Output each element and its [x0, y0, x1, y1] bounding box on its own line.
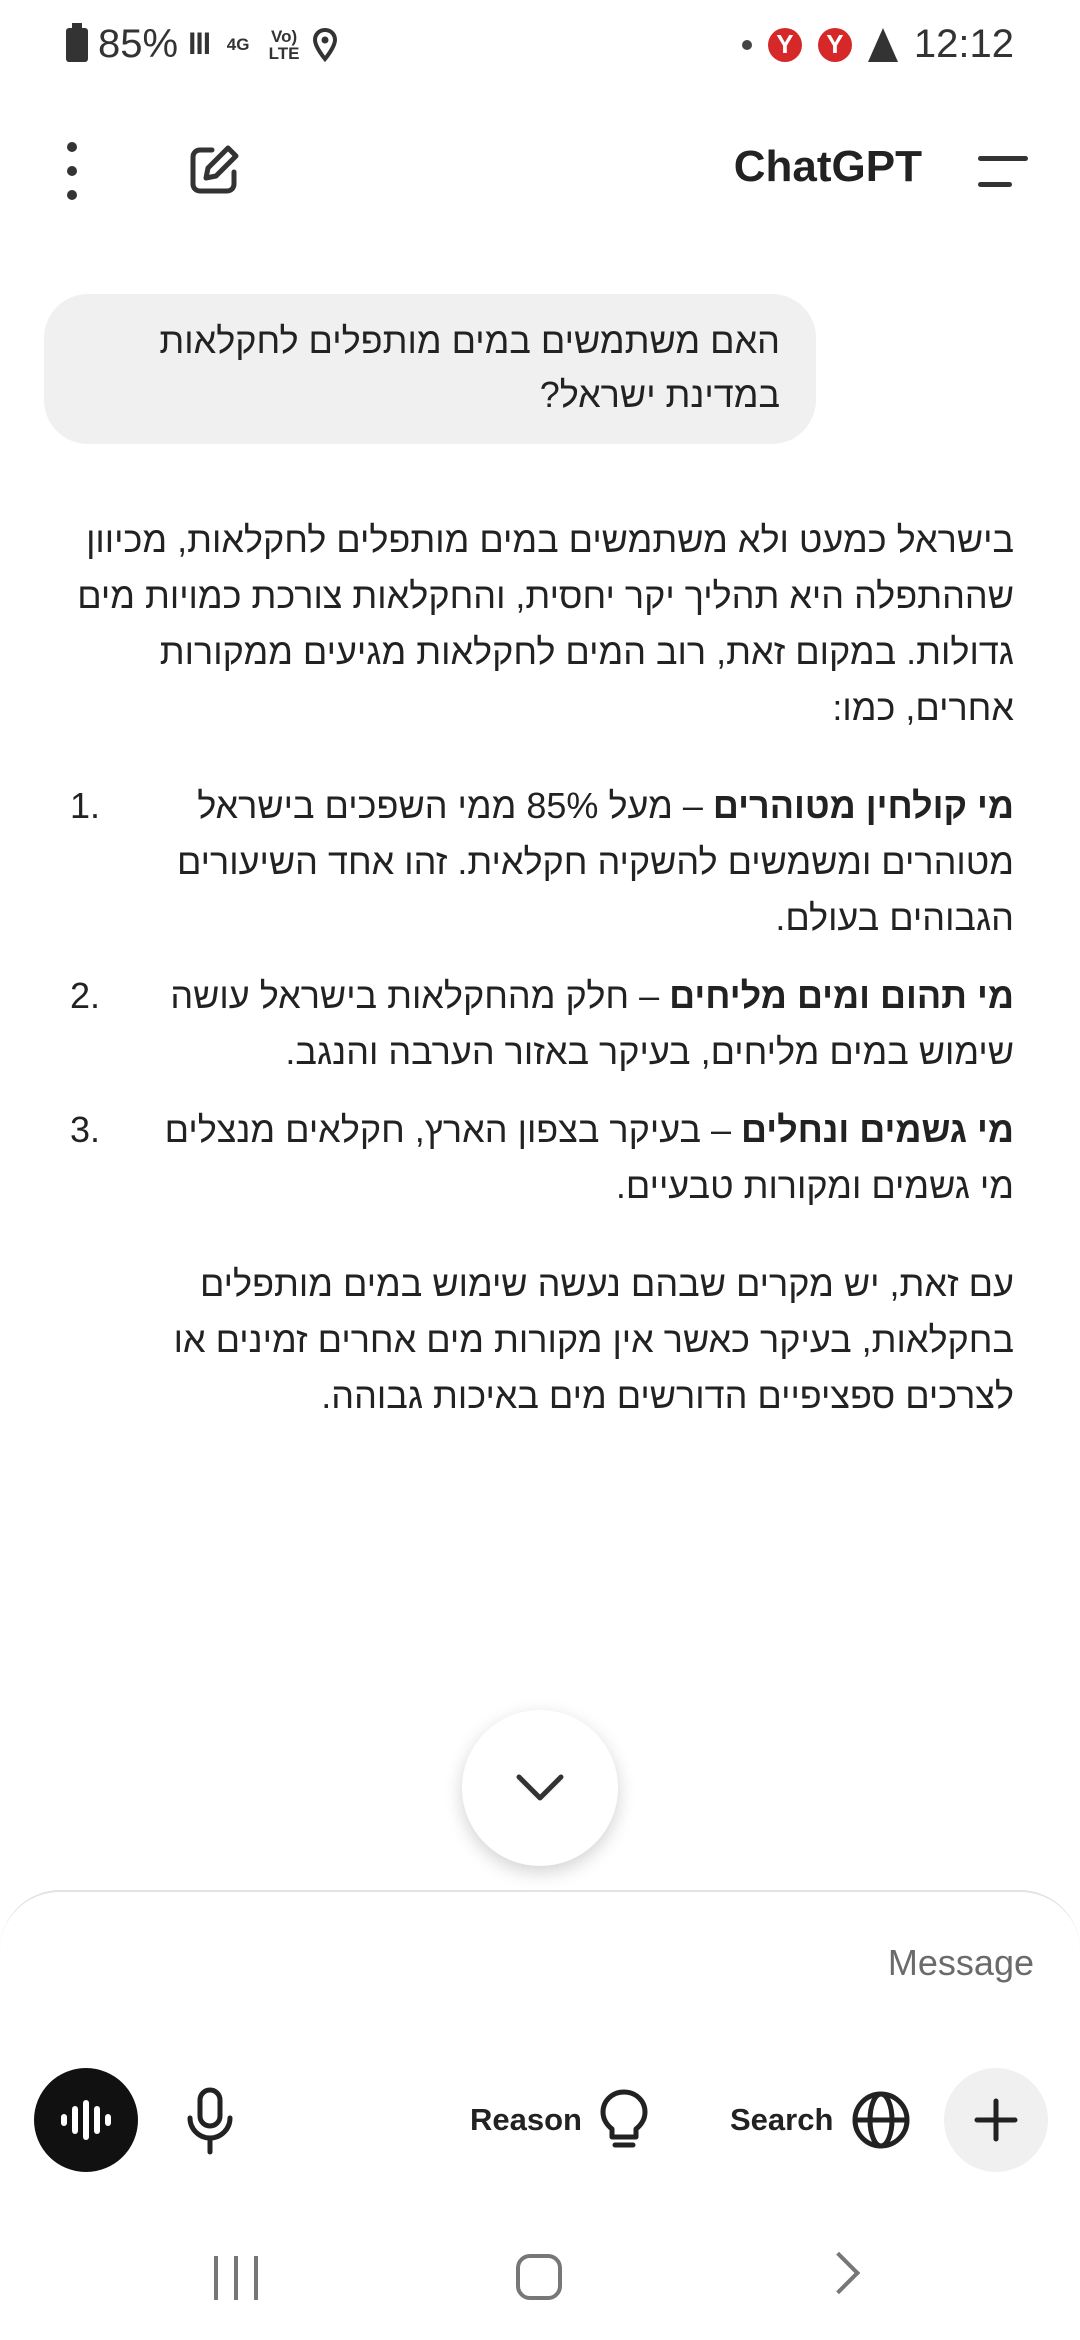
new-chat-icon[interactable] — [186, 142, 242, 198]
answer-outro: עם זאת, יש מקרים שבהם נעשה שימוש במים מותפלים בחקלאות, בעיקר כאשר אין מקורות מים אחרים זמינים או לצרכים ספציפיים הדורשים מים באיכות גבוהה. — [173, 1263, 1014, 1416]
battery-level: 85% — [98, 22, 179, 66]
battery-icon — [66, 28, 88, 62]
navigation-arrow-icon — [868, 28, 898, 62]
plus-icon — [973, 2097, 1019, 2143]
add-attachment-button[interactable] — [944, 2068, 1048, 2172]
location-icon — [312, 28, 338, 62]
list-item-title: מי גשמים ונחלים — [741, 1109, 1014, 1150]
list-item-number: 3. — [70, 1109, 101, 1150]
lightbulb-icon — [598, 2088, 650, 2152]
home-icon[interactable] — [516, 2254, 562, 2300]
answer-list — [70, 778, 1014, 1214]
system-navigation-bar — [0, 2220, 1080, 2330]
chevron-down-icon — [515, 1773, 565, 1803]
list-item-number: 2. — [70, 975, 101, 1016]
signal-strength: lll — [188, 27, 211, 61]
answer-intro: בישראל כמעט ולא משתמשים במים מותפלים לחקלאות, מכיוון שההתפלה היא תהליך יקר יחסית, והחקלאות צורכת כמויות מים גדולות. במקום זאת, רוב המים לחקלאות מגיעים ממקורות אחרים, כמו: — [77, 519, 1014, 728]
sidebar-menu-icon[interactable] — [978, 156, 1028, 190]
list-item-text: – מעל 85% ממי השפכים בישראל מטוהרים ומשמשים להשקיה חקלאית. זהו אחד השיעורים הגבוהים בעולם. — [176, 785, 1014, 938]
clock: 12:12 — [913, 22, 1014, 66]
list-item — [70, 1102, 1014, 1214]
reason-button[interactable] — [470, 2082, 650, 2158]
status-left — [66, 22, 338, 67]
status-right — [742, 22, 1014, 67]
message-composer — [0, 1890, 1080, 2190]
list-item-text: – בעיקר בצפון הארץ, חקלאים מנצלים מי גשמים ומקורות טבעיים. — [164, 1109, 1014, 1206]
page-title[interactable]: ChatGPT — [733, 142, 922, 191]
more-options-icon[interactable] — [62, 142, 82, 202]
recent-apps-icon[interactable] — [214, 2256, 258, 2300]
volte-indicator: Vo) LTE — [268, 26, 300, 63]
waveform-icon — [59, 2100, 113, 2140]
search-label: Search — [730, 2102, 834, 2137]
voice-mode-button[interactable] — [34, 2068, 138, 2172]
assistant-message — [70, 512, 1014, 1466]
network-type: 4G — [226, 35, 250, 54]
status-bar — [0, 0, 1080, 90]
microphone-icon[interactable] — [180, 2086, 240, 2156]
carrier-badge-secondary: Y — [818, 28, 852, 62]
app-header — [0, 110, 1080, 230]
list-item-title: מי קולחין מטוהרים — [712, 785, 1014, 826]
search-button[interactable] — [730, 2082, 911, 2158]
list-item — [70, 968, 1014, 1080]
list-item-number: 1. — [70, 785, 101, 826]
reason-label: Reason — [470, 2102, 582, 2137]
list-item-text: – חלק מהחקלאות בישראל עושה שימוש במים מליחים, בעיקר באזור הערבה והנגב. — [170, 975, 1014, 1072]
list-item — [70, 778, 1014, 946]
list-item-title: מי תהום ומים מליחים — [669, 975, 1014, 1016]
notification-dot-icon — [742, 40, 752, 50]
user-message-bubble: האם משתמשים במים מותפלים לחקלאות במדינת ישראל? — [44, 294, 816, 444]
scroll-down-button[interactable] — [462, 1710, 618, 1866]
message-input[interactable] — [134, 1942, 1034, 1984]
back-icon[interactable] — [818, 2252, 860, 2294]
globe-icon — [851, 2090, 911, 2150]
carrier-badge: Y — [768, 28, 802, 62]
